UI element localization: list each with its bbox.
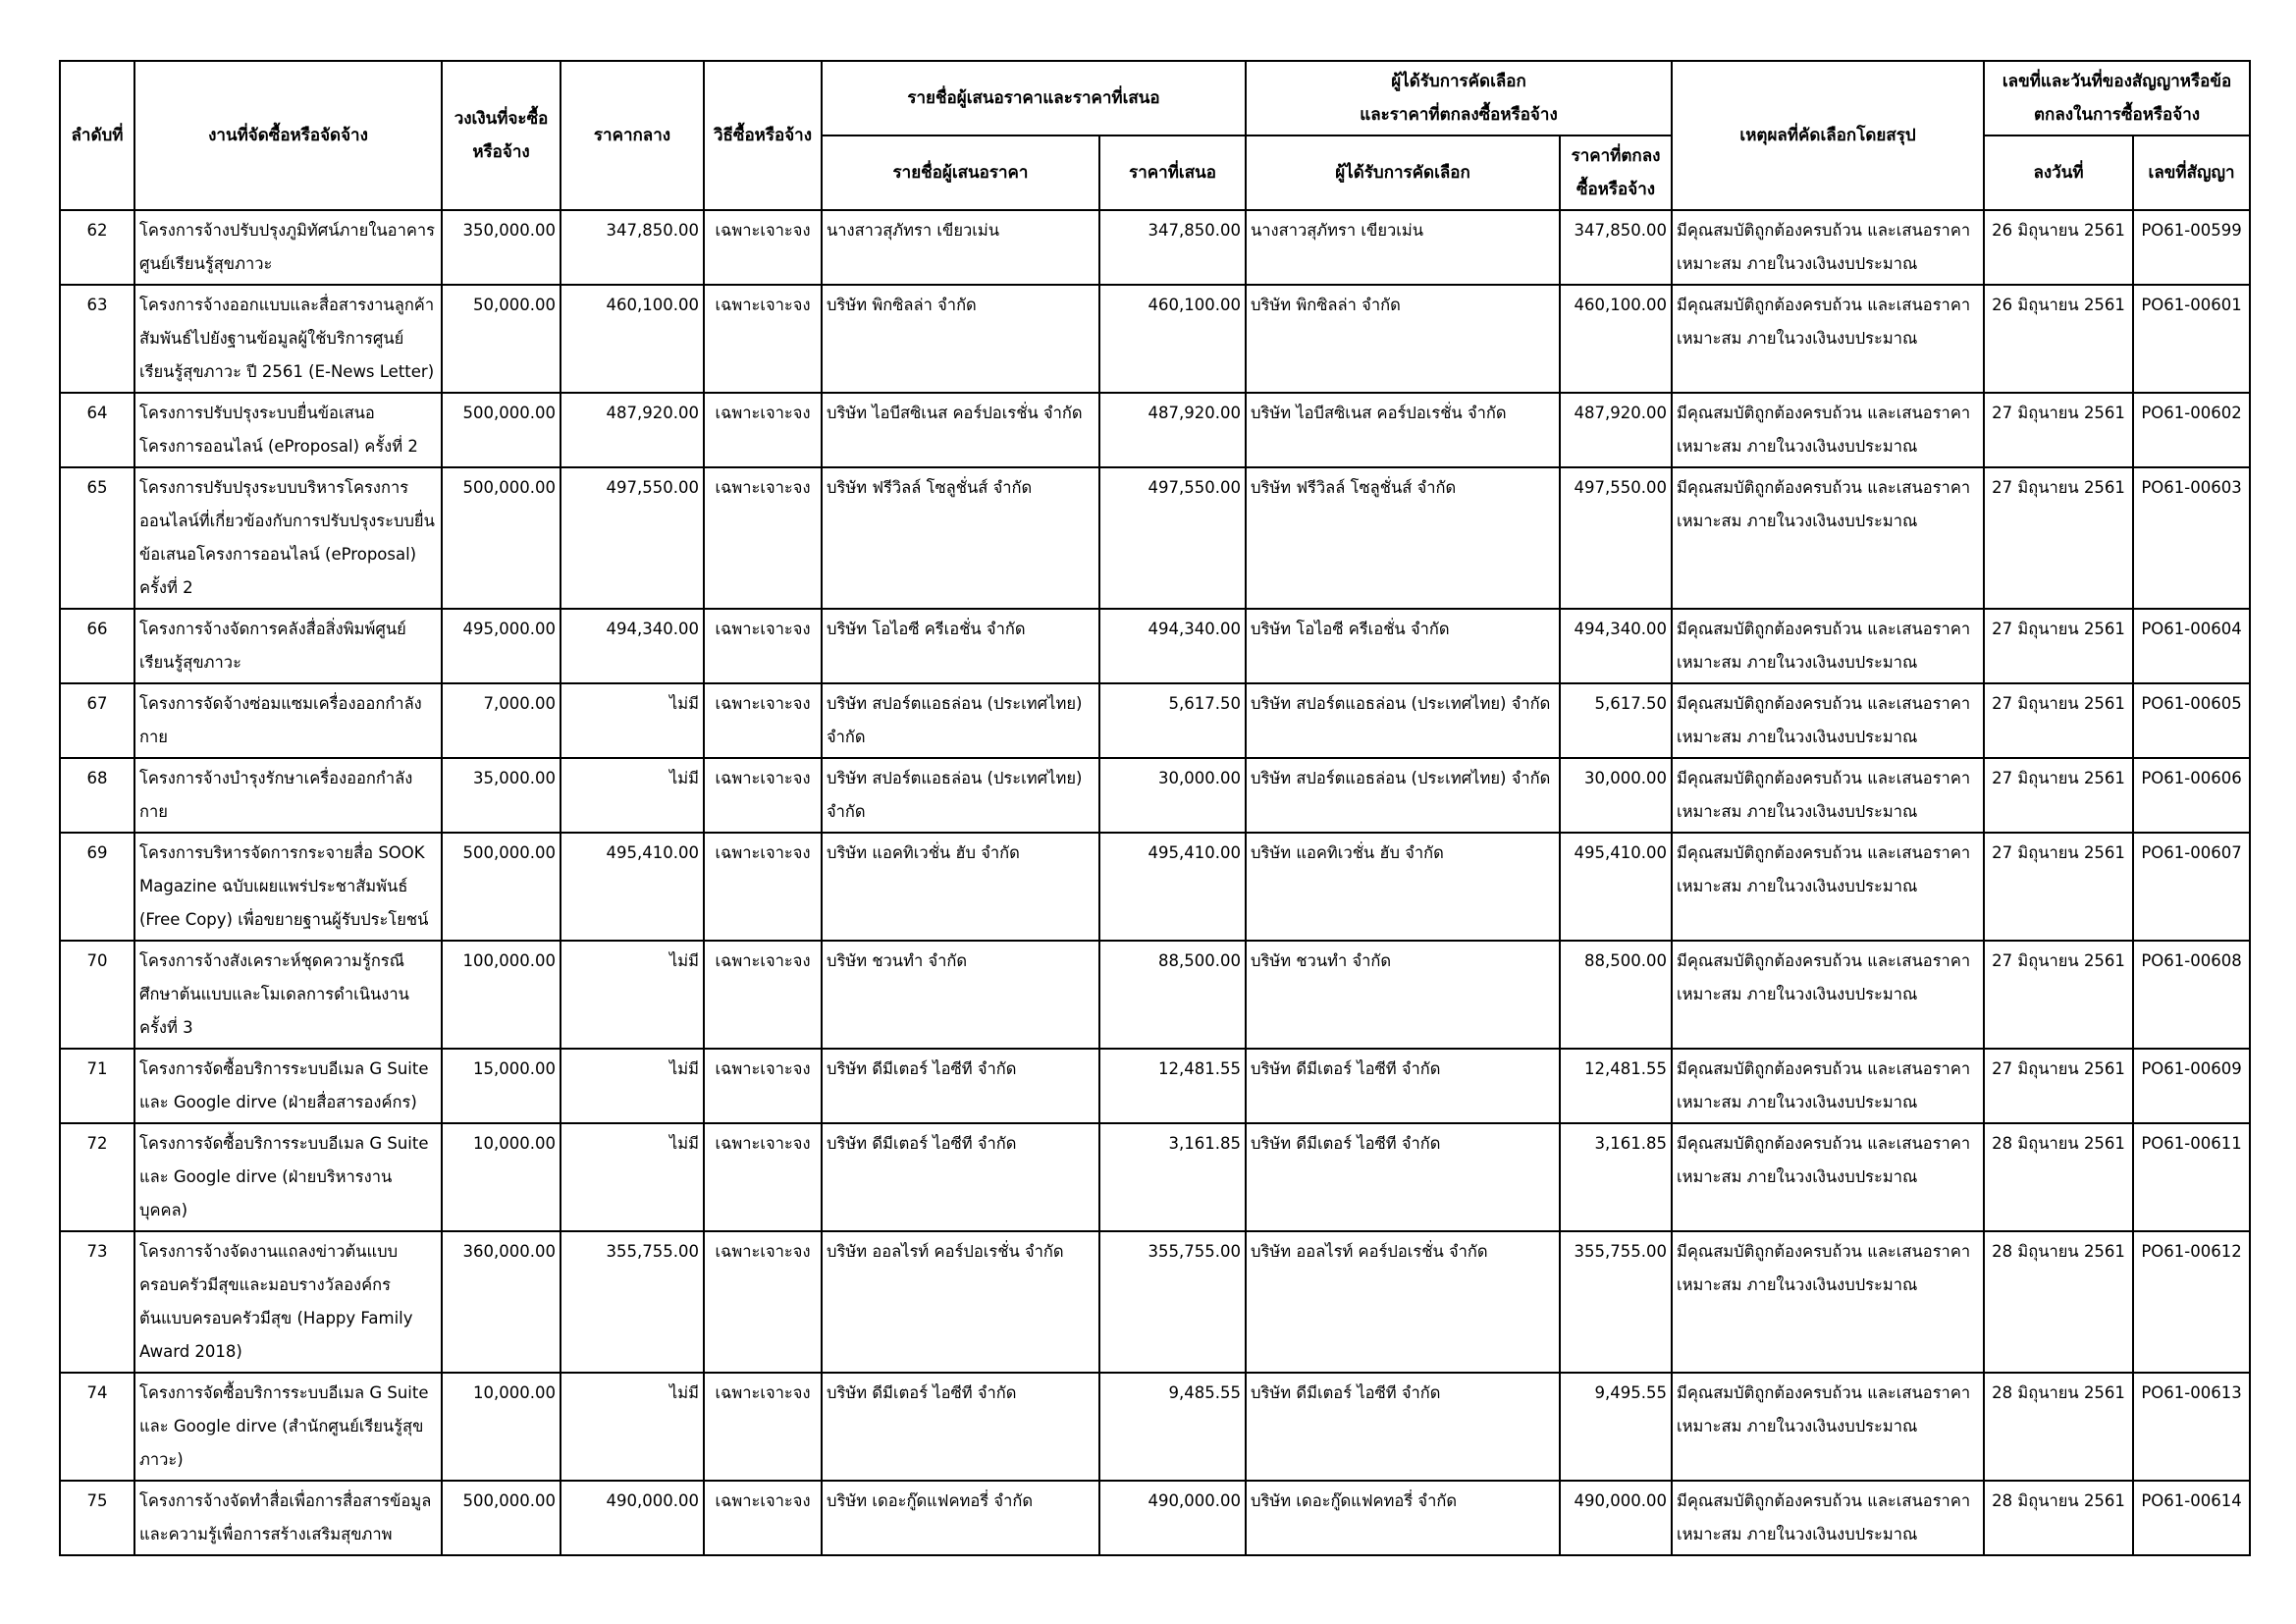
cell-work: โครงการจ้างจัดการคลังสื่อสิ่งพิมพ์ศูนย์เรียนรู้สุขภาวะ xyxy=(134,609,442,683)
cell-bidder: บริษัท พิกซิลล่า จำกัด xyxy=(822,285,1099,393)
header-median-price: ราคากลาง xyxy=(561,61,704,210)
table-row xyxy=(60,1373,2250,1481)
cell-no: 71 xyxy=(60,1049,134,1123)
cell-reason: มีคุณสมบัติถูกต้องครบถ้วน และเสนอราคาเหมาะสม ภายในวงเงินงบประมาณ xyxy=(1672,393,1984,467)
cell-contract-date: 27 มิถุนายน 2561 xyxy=(1984,1049,2133,1123)
cell-budget: 500,000.00 xyxy=(442,393,561,467)
cell-agreed-price: 495,410.00 xyxy=(1560,833,1672,941)
cell-agreed-price: 494,340.00 xyxy=(1560,609,1672,683)
cell-work: โครงการบริหารจัดการกระจายสื่อ SOOK Magazine ฉบับเผยแพร่ประชาสัมพันธ์ (Free Copy) เพื่อขยายฐานผู้รับประโยชน์ xyxy=(134,833,442,941)
cell-contract-no: PO61-00601 xyxy=(2133,285,2250,393)
cell-agreed-price: 497,550.00 xyxy=(1560,467,1672,609)
cell-bid-price: 12,481.55 xyxy=(1099,1049,1246,1123)
cell-bid-price: 5,617.50 xyxy=(1099,683,1246,758)
cell-budget: 495,000.00 xyxy=(442,609,561,683)
cell-method: เฉพาะเจาะจง xyxy=(704,941,822,1049)
header-winner-name: ผู้ได้รับการคัดเลือก xyxy=(1246,135,1560,210)
header-winner-group-line1: ผู้ได้รับการคัดเลือก xyxy=(1391,72,1526,91)
cell-median-price: ไม่มี xyxy=(561,1049,704,1123)
cell-median-price: 497,550.00 xyxy=(561,467,704,609)
cell-work: โครงการจัดซื้อบริการระบบอีเมล G Suite และ Google dirve (ฝ่ายสื่อสารองค์กร) xyxy=(134,1049,442,1123)
header-reason: เหตุผลที่คัดเลือกโดยสรุป xyxy=(1672,61,1984,210)
cell-contract-no: PO61-00612 xyxy=(2133,1231,2250,1373)
cell-contract-date: 27 มิถุนายน 2561 xyxy=(1984,609,2133,683)
header-agreed-price: ราคาที่ตกลงซื้อหรือจ้าง xyxy=(1560,135,1672,210)
cell-contract-no: PO61-00607 xyxy=(2133,833,2250,941)
cell-contract-date: 28 มิถุนายน 2561 xyxy=(1984,1123,2133,1231)
cell-method: เฉพาะเจาะจง xyxy=(704,1049,822,1123)
cell-no: 64 xyxy=(60,393,134,467)
cell-median-price: 347,850.00 xyxy=(561,210,704,285)
cell-budget: 350,000.00 xyxy=(442,210,561,285)
cell-method: เฉพาะเจาะจง xyxy=(704,1231,822,1373)
cell-bidder: นางสาวสุภัทรา เขียวเม่น xyxy=(822,210,1099,285)
cell-reason: มีคุณสมบัติถูกต้องครบถ้วน และเสนอราคาเหมาะสม ภายในวงเงินงบประมาณ xyxy=(1672,285,1984,393)
cell-method: เฉพาะเจาะจง xyxy=(704,609,822,683)
table-body xyxy=(60,210,2250,1555)
cell-no: 74 xyxy=(60,1373,134,1481)
cell-contract-date: 27 มิถุนายน 2561 xyxy=(1984,833,2133,941)
cell-reason: มีคุณสมบัติถูกต้องครบถ้วน และเสนอราคาเหมาะสม ภายในวงเงินงบประมาณ xyxy=(1672,609,1984,683)
cell-bidder: บริษัท ดีมีเตอร์ ไอซีที จำกัด xyxy=(822,1123,1099,1231)
cell-method: เฉพาะเจาะจง xyxy=(704,210,822,285)
cell-bid-price: 9,485.55 xyxy=(1099,1373,1246,1481)
cell-winner: บริษัท สปอร์ตแอธล่อน (ประเทศไทย) จำกัด xyxy=(1246,758,1560,833)
header-budget: วงเงินที่จะซื้อหรือจ้าง xyxy=(442,61,561,210)
table-row xyxy=(60,1049,2250,1123)
header-bidder-name: รายชื่อผู้เสนอราคา xyxy=(822,135,1099,210)
cell-bidder: บริษัท ดีมีเตอร์ ไอซีที จำกัด xyxy=(822,1049,1099,1123)
cell-work: โครงการจัดจ้างซ่อมแซมเครื่องออกกำลังกาย xyxy=(134,683,442,758)
cell-method: เฉพาะเจาะจง xyxy=(704,1373,822,1481)
cell-work: โครงการจ้างจัดทำสื่อเพื่อการสื่อสารข้อมูลและความรู้เพื่อการสร้างเสริมสุขภาพ xyxy=(134,1481,442,1555)
cell-bid-price: 355,755.00 xyxy=(1099,1231,1246,1373)
cell-work: โครงการจ้างจัดงานแถลงข่าวต้นแบบครอบครัวมีสุขและมอบรางวัลองค์กรต้นแบบครอบครัวมีสุข (Happy Family Award 2018) xyxy=(134,1231,442,1373)
cell-work: โครงการปรับปรุงระบบบริหารโครงการออนไลน์ที่เกี่ยวข้องกับการปรับปรุงระบบยื่นข้อเสนอโครงการออนไลน์ (eProposal) ครั้งที่ 2 xyxy=(134,467,442,609)
cell-bidder: บริษัท ไอบีสซิเนส คอร์ปอเรชั่น จำกัด xyxy=(822,393,1099,467)
cell-contract-date: 27 มิถุนายน 2561 xyxy=(1984,683,2133,758)
cell-winner: บริษัท เดอะกู๊ดแฟคทอรี่ จำกัด xyxy=(1246,1481,1560,1555)
cell-work: โครงการจ้างบำรุงรักษาเครื่องออกกำลังกาย xyxy=(134,758,442,833)
cell-contract-date: 26 มิถุนายน 2561 xyxy=(1984,210,2133,285)
cell-contract-no: PO61-00608 xyxy=(2133,941,2250,1049)
cell-winner: บริษัท แอคทิเวชั่น ฮับ จำกัด xyxy=(1246,833,1560,941)
cell-no: 73 xyxy=(60,1231,134,1373)
cell-reason: มีคุณสมบัติถูกต้องครบถ้วน และเสนอราคาเหมาะสม ภายในวงเงินงบประมาณ xyxy=(1672,1123,1984,1231)
table-row xyxy=(60,393,2250,467)
cell-no: 75 xyxy=(60,1481,134,1555)
cell-method: เฉพาะเจาะจง xyxy=(704,683,822,758)
cell-bid-price: 460,100.00 xyxy=(1099,285,1246,393)
cell-median-price: 494,340.00 xyxy=(561,609,704,683)
cell-agreed-price: 5,617.50 xyxy=(1560,683,1672,758)
cell-winner: บริษัท ดีมีเตอร์ ไอซีที จำกัด xyxy=(1246,1123,1560,1231)
header-bidders-group: รายชื่อผู้เสนอราคาและราคาที่เสนอ xyxy=(822,61,1246,135)
table-row xyxy=(60,1231,2250,1373)
cell-agreed-price: 3,161.85 xyxy=(1560,1123,1672,1231)
header-work: งานที่จัดซื้อหรือจัดจ้าง xyxy=(134,61,442,210)
cell-bidder: บริษัท สปอร์ตแอธล่อน (ประเทศไทย) จำกัด xyxy=(822,758,1099,833)
cell-contract-no: PO61-00614 xyxy=(2133,1481,2250,1555)
cell-work: โครงการจ้างออกแบบและสื่อสารงานลูกค้าสัมพันธ์ไปยังฐานข้อมูลผู้ใช้บริการศูนย์เรียนรู้สุขภาวะ ปี 2561 (E-News Letter) xyxy=(134,285,442,393)
cell-bid-price: 490,000.00 xyxy=(1099,1481,1246,1555)
cell-budget: 10,000.00 xyxy=(442,1373,561,1481)
cell-budget: 7,000.00 xyxy=(442,683,561,758)
cell-median-price: 490,000.00 xyxy=(561,1481,704,1555)
cell-method: เฉพาะเจาะจง xyxy=(704,393,822,467)
cell-winner: บริษัท ไอบีสซิเนส คอร์ปอเรชั่น จำกัด xyxy=(1246,393,1560,467)
cell-contract-date: 28 มิถุนายน 2561 xyxy=(1984,1231,2133,1373)
table-row xyxy=(60,941,2250,1049)
table-row xyxy=(60,683,2250,758)
cell-method: เฉพาะเจาะจง xyxy=(704,1123,822,1231)
cell-agreed-price: 460,100.00 xyxy=(1560,285,1672,393)
cell-bid-price: 30,000.00 xyxy=(1099,758,1246,833)
cell-no: 63 xyxy=(60,285,134,393)
cell-contract-date: 27 มิถุนายน 2561 xyxy=(1984,941,2133,1049)
cell-reason: มีคุณสมบัติถูกต้องครบถ้วน และเสนอราคาเหมาะสม ภายในวงเงินงบประมาณ xyxy=(1672,683,1984,758)
cell-bidder: บริษัท แอคทิเวชั่น ฮับ จำกัด xyxy=(822,833,1099,941)
cell-contract-date: 27 มิถุนายน 2561 xyxy=(1984,467,2133,609)
cell-method: เฉพาะเจาะจง xyxy=(704,833,822,941)
cell-winner: บริษัท โอไอซี ครีเอชั่น จำกัด xyxy=(1246,609,1560,683)
cell-median-price: ไม่มี xyxy=(561,1373,704,1481)
cell-agreed-price: 88,500.00 xyxy=(1560,941,1672,1049)
cell-bidder: บริษัท สปอร์ตแอธล่อน (ประเทศไทย) จำกัด xyxy=(822,683,1099,758)
header-no: ลำดับที่ xyxy=(60,61,134,210)
procurement-table xyxy=(59,60,2251,1556)
cell-contract-no: PO61-00609 xyxy=(2133,1049,2250,1123)
cell-no: 68 xyxy=(60,758,134,833)
cell-contract-no: PO61-00605 xyxy=(2133,683,2250,758)
header-winner-group-line2: และราคาที่ตกลงซื้อหรือจ้าง xyxy=(1360,105,1558,125)
cell-median-price: 495,410.00 xyxy=(561,833,704,941)
cell-reason: มีคุณสมบัติถูกต้องครบถ้วน และเสนอราคาเหมาะสม ภายในวงเงินงบประมาณ xyxy=(1672,210,1984,285)
header-winner-group xyxy=(1246,61,1672,135)
cell-work: โครงการจัดซื้อบริการระบบอีเมล G Suite และ Google dirve (ฝ่ายบริหารงานบุคคล) xyxy=(134,1123,442,1231)
cell-agreed-price: 347,850.00 xyxy=(1560,210,1672,285)
cell-method: เฉพาะเจาะจง xyxy=(704,758,822,833)
cell-work: โครงการปรับปรุงระบบยื่นข้อเสนอโครงการออนไลน์ (eProposal) ครั้งที่ 2 xyxy=(134,393,442,467)
cell-bidder: บริษัท เดอะกู๊ดแฟคทอรี่ จำกัด xyxy=(822,1481,1099,1555)
cell-winner: บริษัท ดีมีเตอร์ ไอซีที จำกัด xyxy=(1246,1373,1560,1481)
cell-no: 62 xyxy=(60,210,134,285)
cell-winner: นางสาวสุภัทรา เขียวเม่น xyxy=(1246,210,1560,285)
cell-contract-no: PO61-00602 xyxy=(2133,393,2250,467)
table-row xyxy=(60,609,2250,683)
cell-agreed-price: 490,000.00 xyxy=(1560,1481,1672,1555)
cell-method: เฉพาะเจาะจง xyxy=(704,1481,822,1555)
cell-reason: มีคุณสมบัติถูกต้องครบถ้วน และเสนอราคาเหมาะสม ภายในวงเงินงบประมาณ xyxy=(1672,1231,1984,1373)
cell-work: โครงการจ้างสังเคราะห์ชุดความรู้กรณีศึกษาต้นแบบและโมเดลการดำเนินงาน ครั้งที่ 3 xyxy=(134,941,442,1049)
cell-budget: 100,000.00 xyxy=(442,941,561,1049)
cell-agreed-price: 12,481.55 xyxy=(1560,1049,1672,1123)
header-contract-no: เลขที่สัญญา xyxy=(2133,135,2250,210)
cell-reason: มีคุณสมบัติถูกต้องครบถ้วน และเสนอราคาเหมาะสม ภายในวงเงินงบประมาณ xyxy=(1672,758,1984,833)
table-row xyxy=(60,758,2250,833)
cell-no: 69 xyxy=(60,833,134,941)
cell-budget: 10,000.00 xyxy=(442,1123,561,1231)
cell-budget: 35,000.00 xyxy=(442,758,561,833)
cell-method: เฉพาะเจาะจง xyxy=(704,285,822,393)
cell-reason: มีคุณสมบัติถูกต้องครบถ้วน และเสนอราคาเหมาะสม ภายในวงเงินงบประมาณ xyxy=(1672,467,1984,609)
header-method: วิธีซื้อหรือจ้าง xyxy=(704,61,822,210)
cell-median-price: ไม่มี xyxy=(561,758,704,833)
cell-winner: บริษัท พิกซิลล่า จำกัด xyxy=(1246,285,1560,393)
cell-median-price: ไม่มี xyxy=(561,941,704,1049)
cell-agreed-price: 9,495.55 xyxy=(1560,1373,1672,1481)
cell-work: โครงการจัดซื้อบริการระบบอีเมล G Suite และ Google dirve (สำนักศูนย์เรียนรู้สุขภาวะ) xyxy=(134,1373,442,1481)
cell-agreed-price: 487,920.00 xyxy=(1560,393,1672,467)
cell-contract-no: PO61-00603 xyxy=(2133,467,2250,609)
cell-budget: 50,000.00 xyxy=(442,285,561,393)
cell-reason: มีคุณสมบัติถูกต้องครบถ้วน และเสนอราคาเหมาะสม ภายในวงเงินงบประมาณ xyxy=(1672,1049,1984,1123)
cell-winner: บริษัท ดีมีเตอร์ ไอซีที จำกัด xyxy=(1246,1049,1560,1123)
cell-winner: บริษัท ออลไรท์ คอร์ปอเรชั่น จำกัด xyxy=(1246,1231,1560,1373)
cell-no: 67 xyxy=(60,683,134,758)
cell-contract-no: PO61-00599 xyxy=(2133,210,2250,285)
cell-bid-price: 487,920.00 xyxy=(1099,393,1246,467)
cell-median-price: ไม่มี xyxy=(561,1123,704,1231)
cell-contract-no: PO61-00611 xyxy=(2133,1123,2250,1231)
cell-contract-no: PO61-00613 xyxy=(2133,1373,2250,1481)
cell-budget: 15,000.00 xyxy=(442,1049,561,1123)
cell-reason: มีคุณสมบัติถูกต้องครบถ้วน และเสนอราคาเหมาะสม ภายในวงเงินงบประมาณ xyxy=(1672,833,1984,941)
cell-contract-no: PO61-00604 xyxy=(2133,609,2250,683)
cell-work: โครงการจ้างปรับปรุงภูมิทัศน์ภายในอาคารศูนย์เรียนรู้สุขภาวะ xyxy=(134,210,442,285)
cell-reason: มีคุณสมบัติถูกต้องครบถ้วน และเสนอราคาเหมาะสม ภายในวงเงินงบประมาณ xyxy=(1672,941,1984,1049)
cell-agreed-price: 30,000.00 xyxy=(1560,758,1672,833)
header-contract-date: ลงวันที่ xyxy=(1984,135,2133,210)
cell-reason: มีคุณสมบัติถูกต้องครบถ้วน และเสนอราคาเหมาะสม ภายในวงเงินงบประมาณ xyxy=(1672,1373,1984,1481)
cell-bid-price: 88,500.00 xyxy=(1099,941,1246,1049)
cell-budget: 360,000.00 xyxy=(442,1231,561,1373)
cell-no: 70 xyxy=(60,941,134,1049)
cell-median-price: 355,755.00 xyxy=(561,1231,704,1373)
cell-budget: 500,000.00 xyxy=(442,1481,561,1555)
table-row xyxy=(60,833,2250,941)
cell-method: เฉพาะเจาะจง xyxy=(704,467,822,609)
cell-contract-date: 26 มิถุนายน 2561 xyxy=(1984,285,2133,393)
cell-contract-date: 28 มิถุนายน 2561 xyxy=(1984,1481,2133,1555)
header-bid-price: ราคาที่เสนอ xyxy=(1099,135,1246,210)
cell-contract-date: 27 มิถุนายน 2561 xyxy=(1984,758,2133,833)
cell-bidder: บริษัท ฟรีวิลล์ โซลูชั่นส์ จำกัด xyxy=(822,467,1099,609)
cell-bid-price: 347,850.00 xyxy=(1099,210,1246,285)
table-row xyxy=(60,467,2250,609)
cell-contract-no: PO61-00606 xyxy=(2133,758,2250,833)
cell-no: 66 xyxy=(60,609,134,683)
cell-contract-date: 28 มิถุนายน 2561 xyxy=(1984,1373,2133,1481)
table-row xyxy=(60,1123,2250,1231)
table-row xyxy=(60,210,2250,285)
cell-contract-date: 27 มิถุนายน 2561 xyxy=(1984,393,2133,467)
cell-winner: บริษัท ชวนทำ จำกัด xyxy=(1246,941,1560,1049)
cell-no: 65 xyxy=(60,467,134,609)
cell-median-price: 460,100.00 xyxy=(561,285,704,393)
cell-winner: บริษัท ฟรีวิลล์ โซลูชั่นส์ จำกัด xyxy=(1246,467,1560,609)
cell-bidder: บริษัท ชวนทำ จำกัด xyxy=(822,941,1099,1049)
cell-bidder: บริษัท ออลไรท์ คอร์ปอเรชั่น จำกัด xyxy=(822,1231,1099,1373)
table-row xyxy=(60,285,2250,393)
cell-winner: บริษัท สปอร์ตแอธล่อน (ประเทศไทย) จำกัด xyxy=(1246,683,1560,758)
table-row xyxy=(60,1481,2250,1555)
cell-agreed-price: 355,755.00 xyxy=(1560,1231,1672,1373)
cell-reason: มีคุณสมบัติถูกต้องครบถ้วน และเสนอราคาเหมาะสม ภายในวงเงินงบประมาณ xyxy=(1672,1481,1984,1555)
cell-median-price: 487,920.00 xyxy=(561,393,704,467)
header-contract-group: เลขที่และวันที่ของสัญญาหรือข้อตกลงในการซื้อหรือจ้าง xyxy=(1984,61,2250,135)
cell-budget: 500,000.00 xyxy=(442,467,561,609)
cell-bid-price: 495,410.00 xyxy=(1099,833,1246,941)
cell-bid-price: 497,550.00 xyxy=(1099,467,1246,609)
cell-bid-price: 494,340.00 xyxy=(1099,609,1246,683)
cell-median-price: ไม่มี xyxy=(561,683,704,758)
cell-bid-price: 3,161.85 xyxy=(1099,1123,1246,1231)
cell-bidder: บริษัท โอไอซี ครีเอชั่น จำกัด xyxy=(822,609,1099,683)
cell-bidder: บริษัท ดีมีเตอร์ ไอซีที จำกัด xyxy=(822,1373,1099,1481)
cell-budget: 500,000.00 xyxy=(442,833,561,941)
cell-no: 72 xyxy=(60,1123,134,1231)
